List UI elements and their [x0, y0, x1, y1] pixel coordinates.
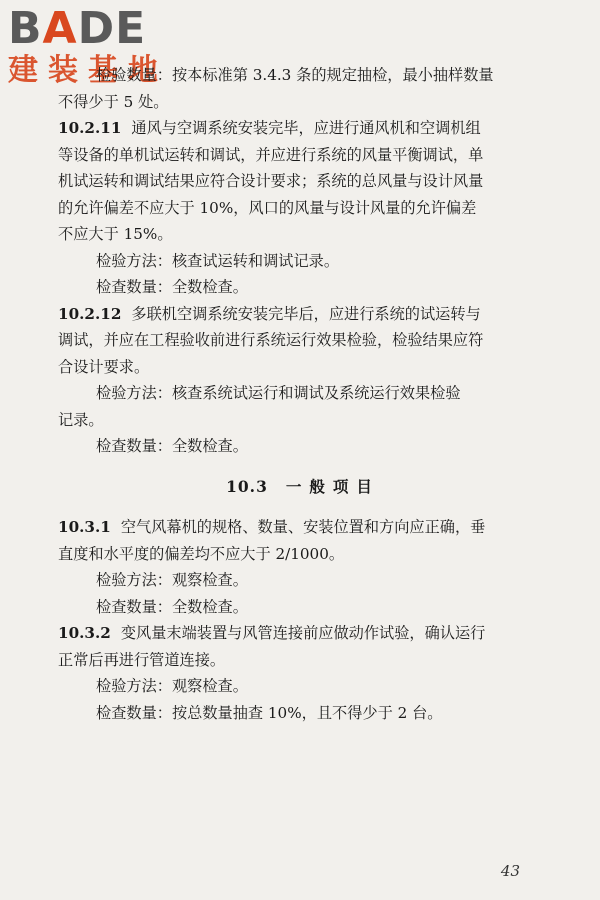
inspection-quantity: 检查数量：按总数量抽查 10%，且不得少于 2 台。 [96, 703, 443, 722]
inspection-quantity: 检查数量：全数检查。 [96, 278, 248, 296]
paragraph-line: 等设备的单机试运转和调试，并应进行系统的风量平衡调试，单 [58, 145, 484, 164]
inspection-method: 检验方法：核查系统试运行和调试及系统运行效果检验 [96, 384, 461, 402]
paragraph-line: 调试，并应在工程验收前进行系统运行效果检验，检验结果应符 [58, 331, 484, 349]
paragraph-line: 不得少于 5 处。 [58, 92, 169, 111]
clause-10-3-1-line [58, 514, 548, 541]
paragraph-line: 合设计要求。 [58, 357, 150, 376]
clause-number: 10.3.1 [58, 518, 111, 536]
paragraph-line: 直度和水平度的偏差均不应大于 2/1000。 [58, 544, 345, 563]
inspection-quantity: 检查数量：全数检查。 [96, 597, 248, 616]
clause-10-2-12-line [58, 301, 548, 328]
section-heading [58, 474, 548, 501]
paragraph-line: 的允许偏差不应大于 10%，风口的风量与设计风量的允许偏差 [58, 198, 477, 217]
watermark-chinese-text: 建装基地 [8, 53, 168, 88]
clause-10-2-11-line [58, 115, 548, 142]
document-body [58, 62, 548, 726]
page-number: 43 [500, 862, 520, 880]
paragraph-line: 机试运转和调试结果应符合设计要求；系统的总风量与设计风量 [58, 172, 484, 190]
clause-text: 通风与空调系统安装完毕，应进行通风机和空调机组 [131, 119, 481, 137]
inspection-method: 检验方法：观察检查。 [96, 571, 248, 589]
watermark-latin-text [8, 4, 146, 54]
logo-letters-de: DE [77, 3, 147, 54]
clause-10-3-2-line [58, 620, 548, 647]
paragraph-line: 不应大于 15%。 [58, 225, 173, 243]
paragraph-line: 检验数量：按本标准第 3.4.3 条的规定抽检，最小抽样数量 [96, 66, 494, 84]
paragraph-line: 记录。 [58, 410, 104, 429]
clause-text: 空气风幕机的规格、数量、安装位置和方向应正确，垂 [120, 518, 486, 536]
inspection-method: 检验方法：观察检查。 [96, 677, 248, 695]
paragraph-line: 正常后再进行管道连接。 [58, 650, 226, 669]
clause-number: 10.3.2 [58, 624, 111, 642]
logo-letter-a: A [42, 3, 78, 54]
clause-text: 变风量末端装置与风管连接前应做动作试验，确认运行 [120, 624, 486, 642]
logo-letter-b: B [8, 3, 43, 54]
clause-number: 10.2.12 [58, 304, 122, 323]
inspection-quantity: 检查数量：全数检查。 [96, 437, 248, 455]
clause-number: 10.2.11 [58, 119, 122, 137]
clause-text: 多联机空调系统安装完毕后，应进行系统的试运转与 [131, 304, 481, 323]
section-title: 一般项目 [285, 476, 380, 496]
inspection-method: 检验方法：核查试运转和调试记录。 [96, 251, 339, 270]
section-number: 10.3 [226, 476, 268, 496]
